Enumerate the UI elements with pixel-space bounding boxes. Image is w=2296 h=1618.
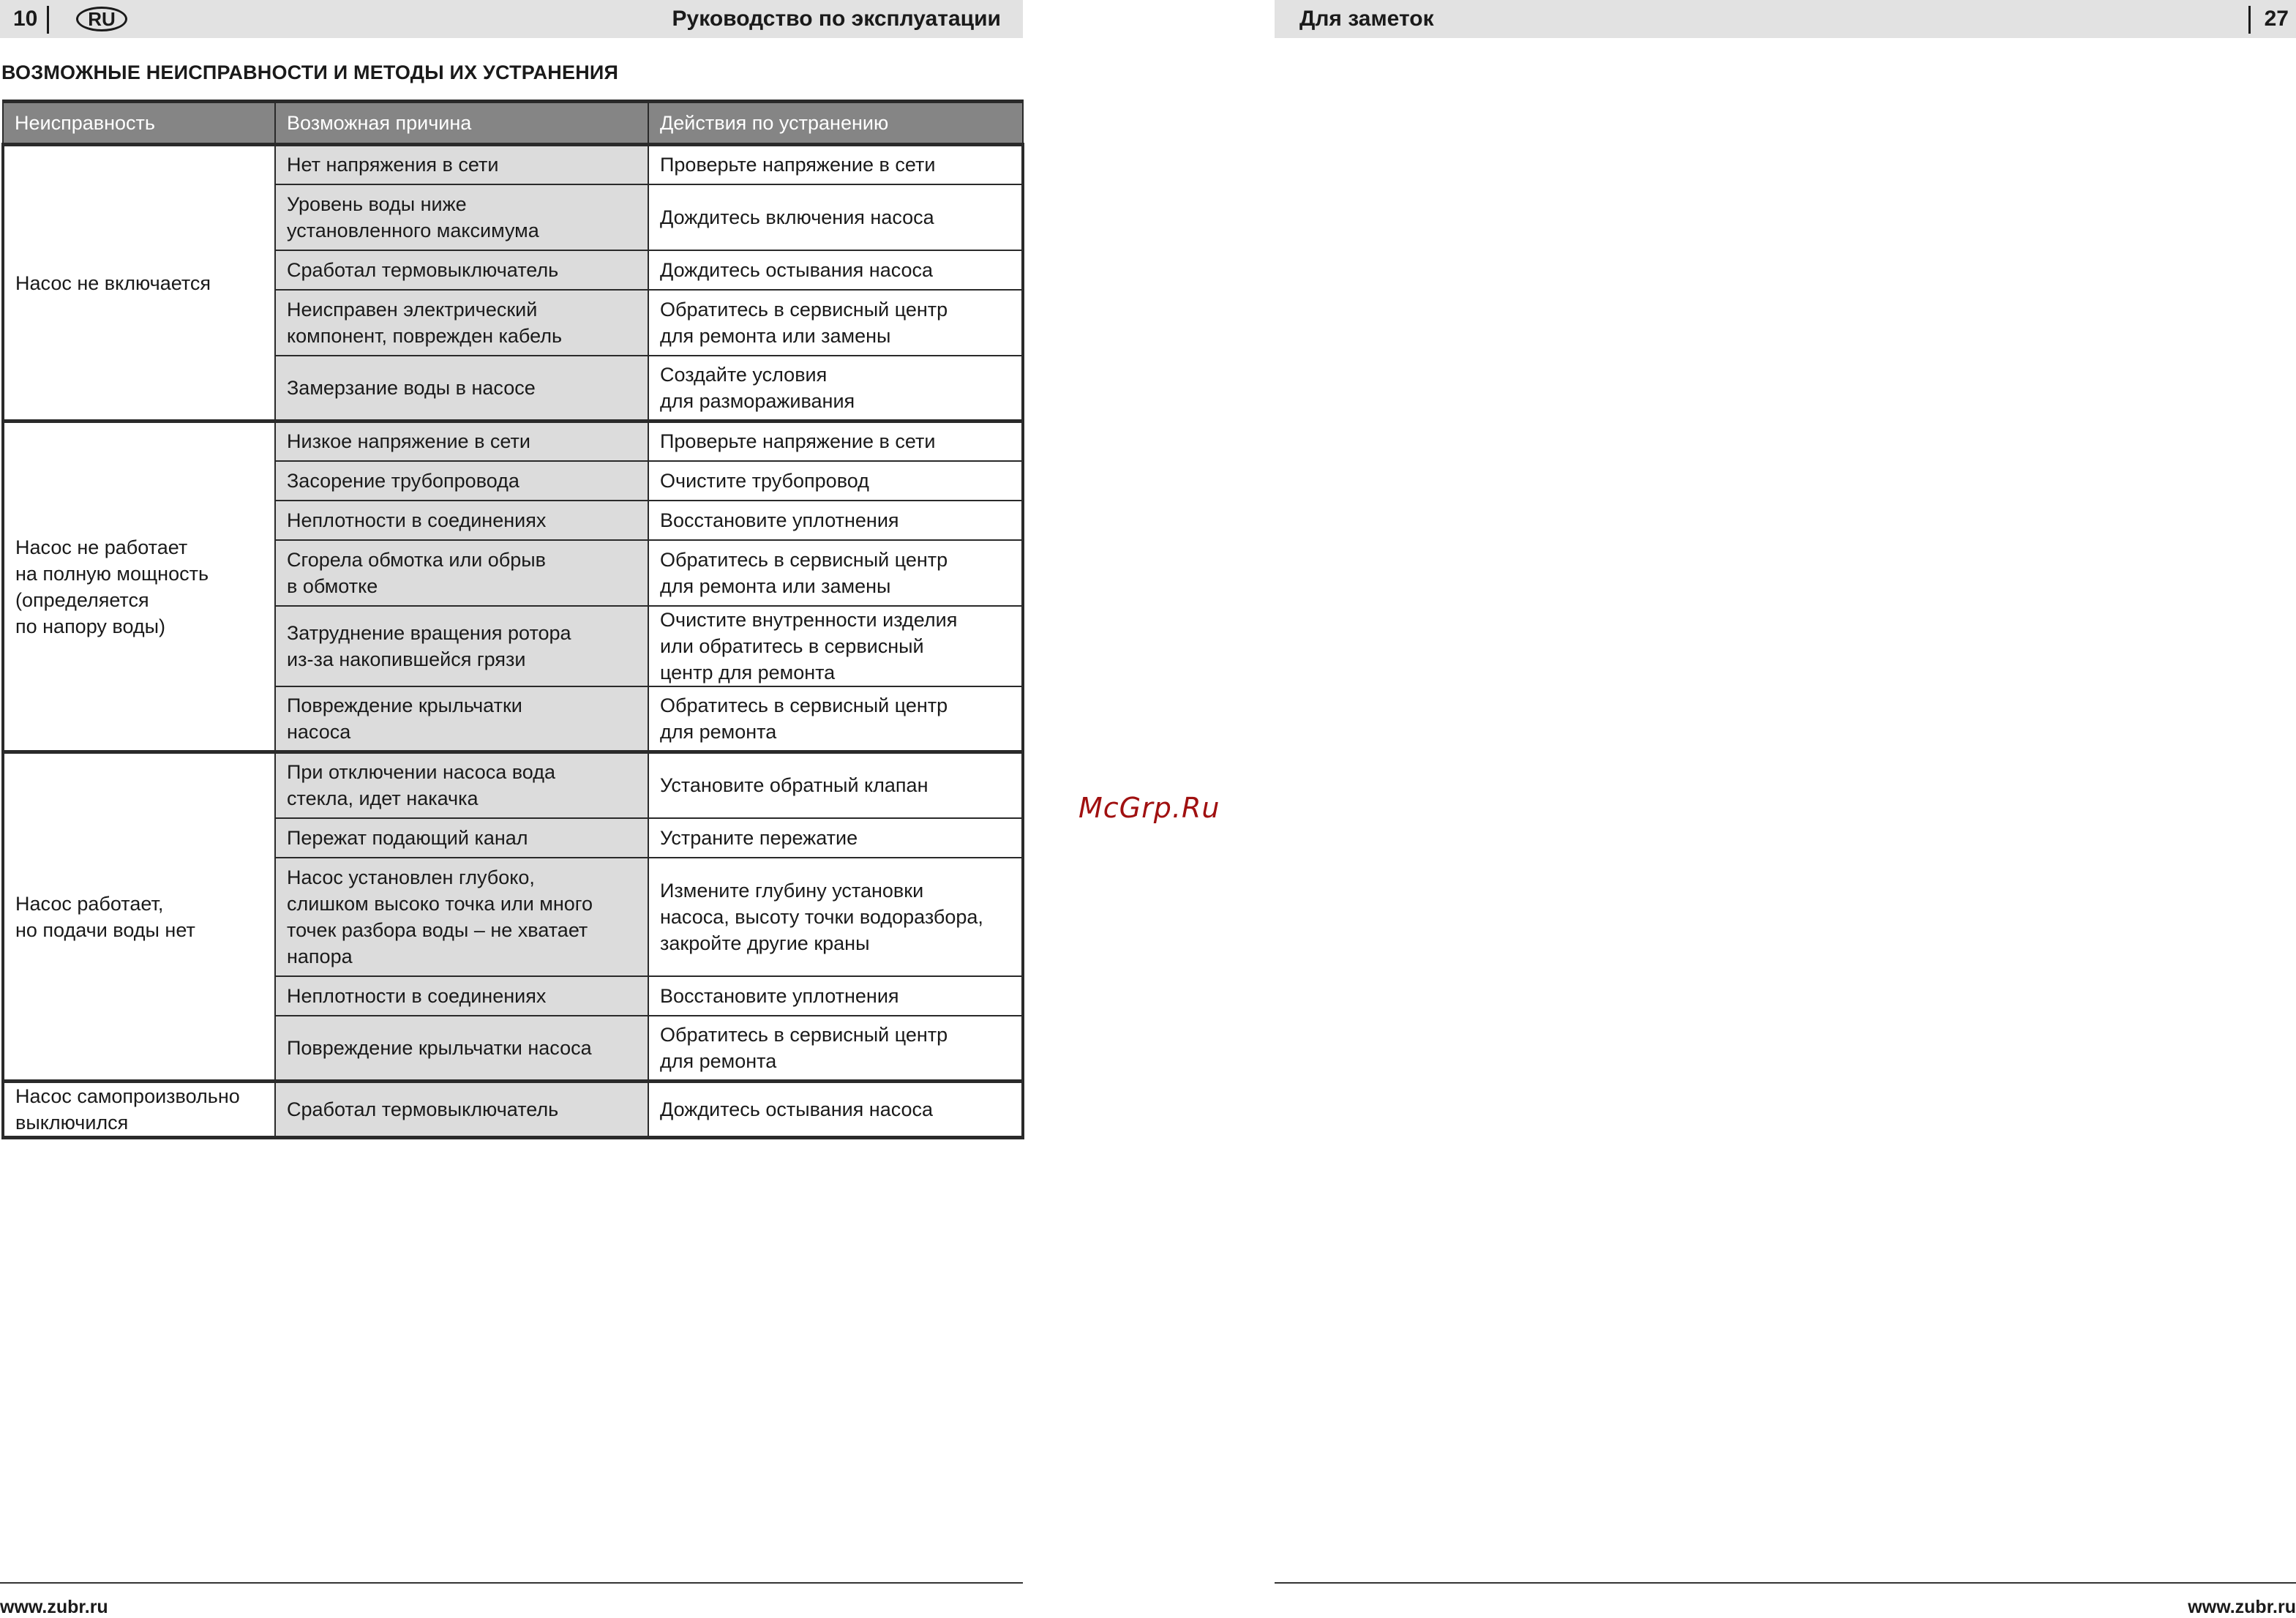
cause-cell xyxy=(275,752,648,818)
cause-cell xyxy=(275,1082,648,1138)
action-cell xyxy=(648,858,1023,976)
action-cell xyxy=(648,976,1023,1016)
section-title: ВОЗМОЖНЫЕ НЕИСПРАВНОСТИ И МЕТОДЫ ИХ УСТРАНЕНИЯ xyxy=(1,61,619,83)
cause-text: Сработал термовыключатель xyxy=(287,1098,559,1120)
fault-text: Насос не работает xyxy=(15,536,188,558)
cause-cell xyxy=(275,540,648,606)
action-text: Дождитесь остывания насоса xyxy=(660,1098,934,1120)
cause-text: Неплотности в соединениях xyxy=(287,984,547,1007)
fault-cell xyxy=(3,752,275,1082)
action-text: Очистите внутренности изделия xyxy=(660,608,958,631)
table-header-row xyxy=(3,102,1023,145)
cause-text: насоса xyxy=(287,720,351,743)
table-row xyxy=(3,752,1023,818)
column-header-action: Действия по устранению xyxy=(648,102,1023,145)
cause-text: Замерзание воды в насосе xyxy=(287,376,536,399)
cause-text: слишком высоко точка или много xyxy=(287,892,593,915)
action-cell xyxy=(648,752,1023,818)
column-header-fault: Неисправность xyxy=(3,102,275,145)
action-text: Устраните пережатие xyxy=(660,826,858,849)
cause-cell xyxy=(275,686,648,752)
cause-cell xyxy=(275,290,648,356)
fault-text: Насос работает, xyxy=(15,892,164,915)
action-cell xyxy=(648,422,1023,461)
cause-cell xyxy=(275,1016,648,1082)
page-number-divider xyxy=(2248,6,2251,34)
cause-text: стекла, идет накачка xyxy=(287,787,479,810)
action-cell xyxy=(648,1016,1023,1082)
right-footer-url[interactable]: www.zubr.ru xyxy=(2188,1597,2296,1617)
left-header-title: Руководство по эксплуатации xyxy=(672,7,1001,31)
action-text: Дождитесь включения насоса xyxy=(660,206,934,228)
left-footer-rule xyxy=(0,1582,1023,1584)
cause-text: в обмотке xyxy=(287,574,378,597)
cause-cell xyxy=(275,184,648,250)
cause-text: При отключении насоса вода xyxy=(287,761,555,784)
action-cell xyxy=(648,540,1023,606)
language-badge: RU xyxy=(76,7,127,31)
left-footer-url[interactable]: www.zubr.ru xyxy=(0,1597,108,1617)
action-cell xyxy=(648,1082,1023,1138)
action-text: насоса, высоту точки водоразбора, xyxy=(660,905,983,928)
troubleshooting-table xyxy=(1,100,1024,1139)
cause-cell xyxy=(275,818,648,858)
action-text: Обратитесь в сервисный центр xyxy=(660,1023,948,1046)
cause-text: Нет напряжения в сети xyxy=(287,154,499,176)
cause-cell xyxy=(275,858,648,976)
cause-cell xyxy=(275,145,648,184)
action-cell xyxy=(648,250,1023,290)
action-cell xyxy=(648,145,1023,184)
cause-text: Повреждение крыльчатки xyxy=(287,694,522,716)
action-text: для ремонта или замены xyxy=(660,324,891,347)
cause-cell xyxy=(275,422,648,461)
action-cell xyxy=(648,606,1023,686)
action-text: Дождитесь остывания насоса xyxy=(660,258,934,281)
right-page-number: 27 xyxy=(2264,7,2289,31)
cause-text: из-за накопившейся грязи xyxy=(287,648,526,670)
fault-text: на полную мощность xyxy=(15,562,209,585)
action-text: для ремонта или замены xyxy=(660,574,891,597)
cause-text: Сработал термовыключатель xyxy=(287,258,559,281)
watermark: McGrp.Ru xyxy=(1078,792,1220,824)
right-page-header xyxy=(1275,0,2296,38)
action-text: Обратитесь в сервисный центр xyxy=(660,694,948,716)
fault-cell xyxy=(3,1082,275,1138)
action-text: Восстановите уплотнения xyxy=(660,509,899,531)
action-text: для ремонта xyxy=(660,720,777,743)
table-row xyxy=(3,1082,1023,1138)
action-text: Восстановите уплотнения xyxy=(660,984,899,1007)
fault-text: Насос самопроизвольно xyxy=(15,1085,240,1107)
fault-cell xyxy=(3,145,275,422)
action-cell xyxy=(648,184,1023,250)
fault-cell xyxy=(3,422,275,752)
cause-cell xyxy=(275,501,648,540)
action-text: Обратитесь в сервисный центр xyxy=(660,298,948,321)
action-text: Проверьте напряжение в сети xyxy=(660,430,936,453)
fault-text: по напору воды) xyxy=(15,615,166,637)
action-cell xyxy=(648,290,1023,356)
fault-text: но подачи воды нет xyxy=(15,918,195,941)
cause-cell xyxy=(275,356,648,422)
cause-text: Неисправен электрический xyxy=(287,298,538,321)
cause-text: Повреждение крыльчатки насоса xyxy=(287,1036,592,1059)
cause-text: установленного максимума xyxy=(287,219,539,241)
action-cell xyxy=(648,461,1023,501)
action-text: для ремонта xyxy=(660,1049,777,1072)
cause-text: точек разбора воды – не хватает xyxy=(287,918,588,941)
action-cell xyxy=(648,356,1023,422)
page-number-divider xyxy=(47,6,49,34)
action-text: закройте другие краны xyxy=(660,932,870,954)
cause-text: Уровень воды ниже xyxy=(287,192,467,215)
cause-cell xyxy=(275,976,648,1016)
cause-text: Засорение трубопровода xyxy=(287,469,519,492)
action-text: Обратитесь в сервисный центр xyxy=(660,548,948,571)
fault-text: Насос не включается xyxy=(15,271,211,294)
cause-cell xyxy=(275,250,648,290)
left-page-number: 10 xyxy=(13,7,38,31)
action-text: Проверьте напряжение в сети xyxy=(660,154,936,176)
cause-text: Насос установлен глубоко, xyxy=(287,866,535,888)
action-text: Очистите трубопровод xyxy=(660,469,869,492)
action-text: Установите обратный клапан xyxy=(660,774,928,797)
cause-text: Низкое напряжение в сети xyxy=(287,430,530,453)
action-text: для размораживания xyxy=(660,389,855,412)
action-text: Измените глубину установки xyxy=(660,879,924,902)
cause-text: Сгорела обмотка или обрыв xyxy=(287,548,547,571)
left-page-header xyxy=(0,0,1023,38)
table-body xyxy=(3,145,1023,1138)
cause-text: Затруднение вращения ротора xyxy=(287,621,571,644)
right-footer-rule xyxy=(1275,1582,2296,1584)
table-row xyxy=(3,422,1023,461)
cause-text: Неплотности в соединениях xyxy=(287,509,547,531)
right-header-title: Для заметок xyxy=(1299,7,1434,31)
cause-cell xyxy=(275,461,648,501)
column-header-cause: Возможная причина xyxy=(275,102,648,145)
fault-text: (определяется xyxy=(15,588,149,611)
fault-text: выключился xyxy=(15,1112,129,1134)
action-text: центр для ремонта xyxy=(660,661,836,683)
action-cell xyxy=(648,818,1023,858)
action-cell xyxy=(648,686,1023,752)
table-row xyxy=(3,145,1023,184)
action-text: Создайте условия xyxy=(660,363,828,386)
cause-text: Пережат подающий канал xyxy=(287,826,528,849)
cause-text: напора xyxy=(287,945,353,967)
action-text: или обратитесь в сервисный xyxy=(660,634,924,657)
cause-cell xyxy=(275,606,648,686)
cause-text: компонент, поврежден кабель xyxy=(287,324,563,347)
action-cell xyxy=(648,501,1023,540)
